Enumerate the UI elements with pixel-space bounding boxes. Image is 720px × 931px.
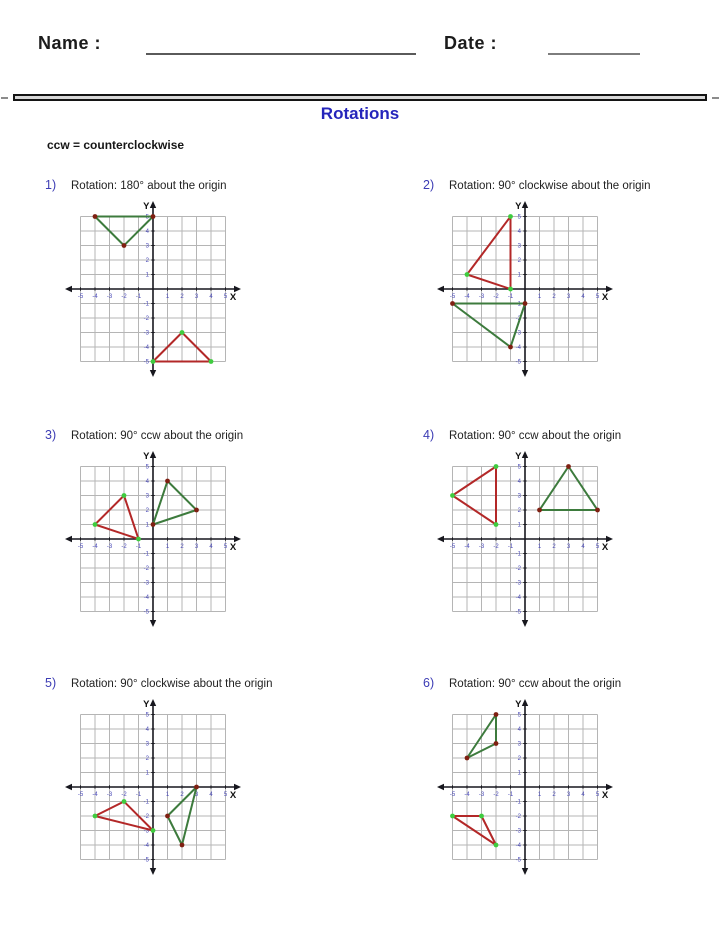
x-tick-label: -2 (121, 294, 127, 300)
problem-title-row (45, 428, 355, 442)
x-axis-left-arrow-icon (437, 536, 444, 542)
y-tick-label: -5 (143, 857, 149, 864)
name-blank-line (146, 38, 416, 55)
x-tick-label: -1 (135, 294, 142, 300)
x-tick-label: -1 (507, 294, 514, 300)
preimage-vertex-dot (194, 508, 199, 513)
y-axis-up-arrow-icon (522, 699, 528, 706)
x-axis-label: X (229, 542, 237, 553)
image-vertex-dot (180, 330, 185, 335)
x-tick-label: -2 (121, 544, 127, 550)
image-triangle (467, 217, 511, 290)
x-tick-label: 4 (209, 294, 213, 300)
x-tick-label: 1 (537, 544, 542, 550)
image-vertex-dot (151, 828, 156, 833)
x-tick-label: 1 (165, 544, 170, 550)
y-tick-label: 2 (517, 756, 521, 763)
x-tick-label: 2 (180, 294, 184, 300)
y-tick-label: -3 (143, 330, 149, 337)
x-tick-label: 1 (537, 792, 542, 798)
y-tick-label: 5 (145, 712, 149, 719)
name-label: Name : (38, 33, 102, 53)
preimage-vertex-dot (93, 214, 98, 219)
x-tick-label: 4 (209, 792, 213, 798)
x-tick-label: 3 (566, 294, 571, 300)
preimage-vertex-dot (523, 301, 528, 306)
y-tick-label: -5 (143, 359, 149, 366)
y-tick-label: 2 (145, 508, 149, 515)
y-axis-down-arrow-icon (522, 370, 528, 377)
x-tick-label: -2 (493, 294, 499, 300)
image-triangle (95, 496, 139, 540)
problem-instruction: Rotation: 90° ccw about the origin (71, 430, 244, 442)
x-tick-label: -5 (449, 792, 456, 798)
x-tick-label: -4 (92, 544, 98, 550)
image-vertex-dot (450, 814, 455, 819)
y-tick-label: 3 (145, 493, 149, 500)
y-tick-label: -3 (143, 580, 149, 587)
y-tick-label: -1 (515, 799, 521, 806)
problem-number: 6) (423, 676, 435, 690)
image-vertex-dot (122, 799, 127, 804)
y-tick-label: 1 (145, 522, 149, 529)
y-tick-label: 2 (517, 258, 521, 265)
y-axis-down-arrow-icon (150, 620, 156, 627)
image-vertex-dot (151, 359, 156, 364)
x-axis-left-arrow-icon (437, 784, 444, 790)
x-axis-label: X (601, 790, 609, 801)
y-tick-label: -5 (143, 609, 149, 616)
y-tick-label: 1 (517, 272, 521, 279)
x-tick-label: 2 (180, 792, 184, 798)
problem-title-row (423, 676, 720, 690)
y-tick-label: -4 (515, 843, 521, 850)
preimage-vertex-dot (508, 345, 513, 350)
preimage-vertex-dot (537, 508, 542, 513)
date-label: Date : (444, 33, 498, 53)
x-tick-label: 5 (595, 294, 600, 300)
x-tick-label: 4 (209, 544, 213, 550)
x-tick-label: -5 (449, 294, 456, 300)
y-tick-label: -1 (143, 551, 149, 558)
x-tick-label: 2 (552, 544, 556, 550)
y-tick-label: 5 (517, 214, 521, 221)
y-tick-label: -4 (515, 345, 521, 352)
coordinate-grid (63, 695, 243, 883)
image-vertex-dot (450, 493, 455, 498)
x-tick-label: -3 (478, 544, 485, 550)
coordinate-grid (435, 695, 615, 883)
x-tick-label: -3 (106, 294, 113, 300)
divider-right-dash (712, 97, 719, 99)
problem-number: 5) (45, 676, 57, 690)
preimage-vertex-dot (180, 843, 185, 848)
preimage-vertex-dot (165, 479, 170, 484)
ccw-abbreviation-note: ccw = counterclockwise (47, 138, 185, 152)
x-tick-label: 5 (595, 544, 600, 550)
preimage-vertex-dot (595, 508, 600, 513)
problem-instruction: Rotation: 90° ccw about the origin (449, 430, 622, 442)
x-tick-label: 3 (194, 792, 199, 798)
y-tick-label: -2 (515, 814, 521, 821)
y-axis-down-arrow-icon (150, 370, 156, 377)
image-vertex-dot (508, 214, 513, 219)
y-tick-label: -3 (515, 330, 521, 337)
x-tick-label: 5 (223, 544, 228, 550)
y-tick-label: -1 (143, 301, 149, 308)
x-axis-left-arrow-icon (65, 784, 72, 790)
problem-6 (423, 676, 720, 864)
image-vertex-dot (494, 522, 499, 527)
preimage-vertex-dot (122, 243, 127, 248)
y-tick-label: 3 (145, 243, 149, 250)
x-tick-label: 3 (566, 792, 571, 798)
y-tick-label: 2 (517, 508, 521, 515)
x-tick-label: -5 (77, 544, 84, 550)
y-tick-label: -2 (143, 814, 149, 821)
image-vertex-dot (479, 814, 484, 819)
image-vertex-dot (494, 464, 499, 469)
x-tick-label: 2 (552, 792, 556, 798)
problem-number: 4) (423, 428, 435, 442)
x-axis-label: X (601, 292, 609, 303)
x-tick-label: 4 (581, 544, 585, 550)
preimage-vertex-dot (151, 522, 156, 527)
y-tick-label: 1 (517, 522, 521, 529)
problem-2 (423, 178, 720, 366)
y-tick-label: 3 (517, 741, 521, 748)
coordinate-grid (435, 447, 615, 635)
y-axis-down-arrow-icon (522, 868, 528, 875)
image-vertex-dot (122, 493, 127, 498)
image-vertex-dot (494, 843, 499, 848)
x-tick-label: 5 (595, 792, 600, 798)
y-tick-label: -3 (515, 828, 521, 835)
y-tick-label: -5 (515, 857, 521, 864)
y-tick-label: 4 (145, 229, 149, 236)
x-axis-left-arrow-icon (65, 536, 72, 542)
y-tick-label: 5 (517, 464, 521, 471)
x-tick-label: 3 (194, 294, 199, 300)
problem-title-row (423, 178, 720, 192)
image-vertex-dot (136, 537, 141, 542)
x-tick-label: 2 (180, 544, 184, 550)
image-vertex-dot (209, 359, 214, 364)
x-tick-label: 4 (581, 792, 585, 798)
y-tick-label: -4 (143, 595, 149, 602)
x-tick-label: -4 (464, 544, 470, 550)
problem-1 (45, 178, 355, 366)
y-tick-label: 4 (145, 479, 149, 486)
x-tick-label: -1 (135, 544, 142, 550)
preimage-vertex-dot (566, 464, 571, 469)
y-axis-label: Y (515, 451, 522, 462)
y-tick-label: 1 (145, 770, 149, 777)
y-tick-label: 5 (145, 464, 149, 471)
problem-title-row (423, 428, 720, 442)
preimage-vertex-dot (165, 814, 170, 819)
problem-instruction: Rotation: 90° clockwise about the origin (71, 678, 273, 690)
x-axis-left-arrow-icon (65, 286, 72, 292)
x-axis-label: X (229, 292, 237, 303)
problem-4 (423, 428, 720, 616)
problem-instruction: Rotation: 180° about the origin (71, 180, 227, 192)
x-tick-label: 5 (223, 294, 228, 300)
preimage-vertex-dot (151, 214, 156, 219)
preimage-vertex-dot (465, 756, 470, 761)
coordinate-grid (63, 197, 243, 385)
x-tick-label: -1 (507, 544, 514, 550)
y-tick-label: 3 (517, 493, 521, 500)
y-tick-label: -2 (515, 566, 521, 573)
preimage-vertex-dot (450, 301, 455, 306)
preimage-vertex-dot (194, 785, 199, 790)
image-vertex-dot (465, 272, 470, 277)
problem-instruction: Rotation: 90° clockwise about the origin (449, 180, 651, 192)
y-tick-label: 5 (145, 214, 149, 221)
y-tick-label: 4 (517, 479, 521, 486)
problem-number: 3) (45, 428, 57, 442)
x-tick-label: -1 (135, 792, 142, 798)
problem-title-row (45, 178, 355, 192)
y-axis-label: Y (143, 201, 150, 212)
y-tick-label: 3 (145, 741, 149, 748)
y-tick-label: -2 (515, 316, 521, 323)
x-tick-label: -3 (478, 294, 485, 300)
y-tick-label: 4 (517, 229, 521, 236)
coordinate-grid (435, 197, 615, 385)
x-tick-label: 5 (223, 792, 228, 798)
y-tick-label: -2 (143, 566, 149, 573)
x-tick-label: 1 (165, 792, 170, 798)
header-divider-bar (13, 94, 707, 101)
x-tick-label: -5 (449, 544, 456, 550)
x-tick-label: -5 (77, 792, 84, 798)
problem-number: 2) (423, 178, 435, 192)
x-axis-label: X (229, 790, 237, 801)
divider-left-dash (1, 97, 8, 99)
image-vertex-dot (508, 287, 513, 292)
x-tick-label: -2 (493, 544, 499, 550)
x-tick-label: -3 (106, 544, 113, 550)
x-tick-label: -1 (507, 792, 514, 798)
y-tick-label: -1 (515, 551, 521, 558)
x-tick-label: 3 (194, 544, 199, 550)
y-tick-label: 2 (145, 258, 149, 265)
problem-5 (45, 676, 355, 864)
x-tick-label: 3 (566, 544, 571, 550)
y-axis-up-arrow-icon (150, 699, 156, 706)
x-tick-label: -2 (121, 792, 127, 798)
x-tick-label: 1 (165, 294, 170, 300)
y-tick-label: 4 (145, 727, 149, 734)
x-tick-label: -2 (493, 792, 499, 798)
x-tick-label: 2 (552, 294, 556, 300)
y-axis-label: Y (515, 699, 522, 710)
y-axis-label: Y (143, 451, 150, 462)
y-tick-label: 3 (517, 243, 521, 250)
date-blank-line (548, 38, 640, 55)
y-tick-label: 1 (145, 272, 149, 279)
y-tick-label: -4 (515, 595, 521, 602)
y-tick-label: 4 (517, 727, 521, 734)
problem-number: 1) (45, 178, 57, 192)
y-tick-label: -5 (515, 359, 521, 366)
y-axis-up-arrow-icon (150, 201, 156, 208)
y-axis-label: Y (515, 201, 522, 212)
y-axis-up-arrow-icon (522, 451, 528, 458)
y-axis-up-arrow-icon (522, 201, 528, 208)
problem-title-row (45, 676, 355, 690)
y-tick-label: -4 (143, 843, 149, 850)
y-tick-label: -1 (143, 799, 149, 806)
preimage-vertex-dot (494, 712, 499, 717)
y-tick-label: -2 (143, 316, 149, 323)
page-title: Rotations (320, 104, 400, 123)
x-tick-label: 1 (537, 294, 542, 300)
problem-instruction: Rotation: 90° ccw about the origin (449, 678, 622, 690)
y-tick-label: -1 (515, 301, 521, 308)
preimage-triangle (153, 481, 197, 525)
y-tick-label: -5 (515, 609, 521, 616)
y-tick-label: -4 (143, 345, 149, 352)
preimage-triangle (453, 301, 526, 348)
x-tick-label: -3 (478, 792, 485, 798)
image-vertex-dot (93, 814, 98, 819)
y-tick-label: 5 (517, 712, 521, 719)
problem-3 (45, 428, 355, 616)
y-tick-label: -3 (515, 580, 521, 587)
x-tick-label: -5 (77, 294, 84, 300)
x-axis-label: X (601, 542, 609, 553)
x-tick-label: -4 (92, 294, 98, 300)
x-tick-label: -3 (106, 792, 113, 798)
y-tick-label: 1 (517, 770, 521, 777)
y-tick-label: 2 (145, 756, 149, 763)
x-tick-label: -4 (464, 792, 470, 798)
x-tick-label: -4 (464, 294, 470, 300)
y-tick-label: -3 (143, 828, 149, 835)
x-tick-label: -4 (92, 792, 98, 798)
x-tick-label: 4 (581, 294, 585, 300)
y-axis-up-arrow-icon (150, 451, 156, 458)
y-axis-label: Y (143, 699, 150, 710)
x-axis-left-arrow-icon (437, 286, 444, 292)
image-vertex-dot (93, 522, 98, 527)
coordinate-grid (63, 447, 243, 635)
preimage-vertex-dot (494, 741, 499, 746)
y-axis-down-arrow-icon (150, 868, 156, 875)
y-axis-down-arrow-icon (522, 620, 528, 627)
